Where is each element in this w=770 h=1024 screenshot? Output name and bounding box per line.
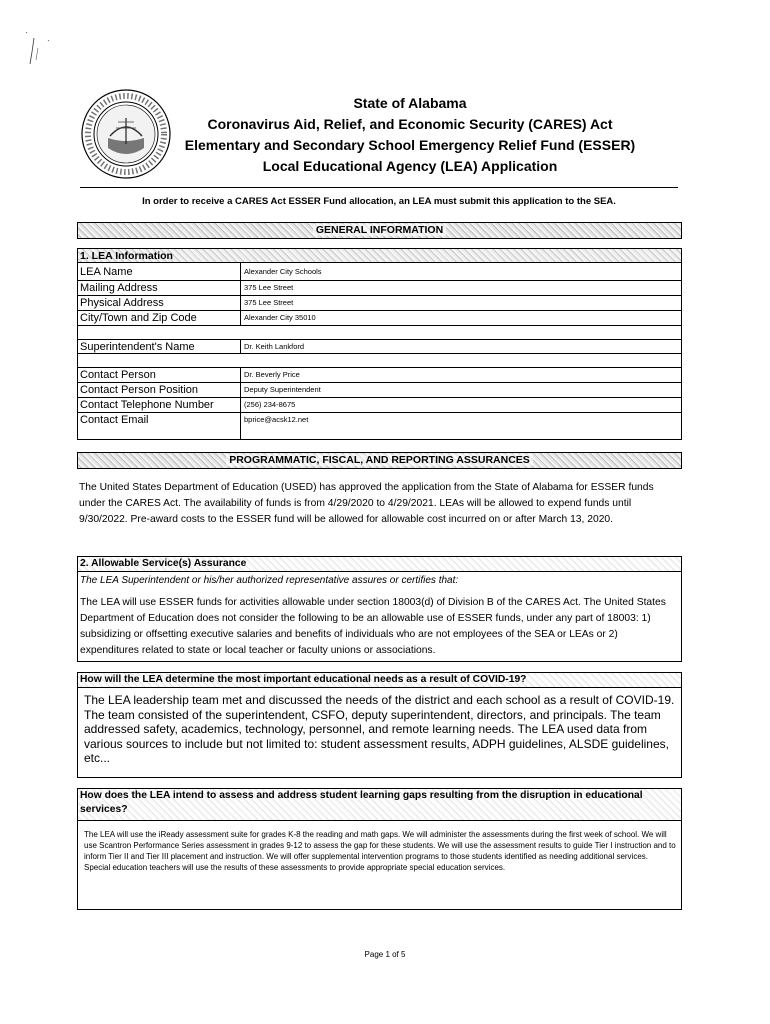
header-application: Local Educational Agency (LEA) Application (262, 158, 558, 174)
intro-statement: In order to receive a CARES Act ESSER Fund allocation, an LEA must submit this application to the SEA. (142, 196, 616, 207)
page-number: Page 1 of 5 (364, 950, 406, 959)
assurances-banner (77, 452, 682, 469)
contact-phone-label: Contact Telephone Number (80, 399, 214, 411)
mailing-address-value[interactable]: 375 Lee Street (244, 283, 294, 292)
contact-position-row (78, 383, 681, 397)
superintendent-label: Superintendent's Name (80, 341, 195, 353)
lea-name-label: LEA Name (80, 266, 133, 278)
physical-address-label: Physical Address (80, 297, 164, 309)
scan-mark (22, 30, 62, 80)
allowable-service-body: The LEA will use ESSER funds for activities allowable under section 18003(d) of Division B of the CARES Act. The United States Department of Education does not consider the following to be an allowable use of ESSER funds, under any part of 18003: 1) subsidizing or offsetting executive salaries and benefits of individuals who are not employees of the SEA or LEAs or 2) expenditures related to state or local teacher or faculty unions or associations. (80, 597, 666, 656)
contact-position-label: Contact Person Position (80, 384, 199, 396)
superintendent-value[interactable]: Dr. Keith Lankford (244, 342, 305, 351)
contact-phone-row (78, 398, 681, 412)
question-gaps-title: How does the LEA intend to assess and address student learning gaps resulting from the disruption in educational services? (78, 789, 681, 821)
lea-name-value[interactable]: Alexander City Schools (244, 267, 322, 276)
contact-phone-value[interactable]: (256) 234-8675 (244, 400, 296, 409)
lea-info-title: 1. LEA Information (78, 249, 681, 263)
city-zip-row (78, 311, 681, 325)
allowable-service-box (77, 556, 682, 662)
mailing-address-label: Mailing Address (80, 282, 158, 294)
physical-address-value[interactable]: 375 Lee Street (244, 298, 294, 307)
header-divider (80, 187, 678, 188)
city-zip-label: City/Town and Zip Code (80, 312, 197, 324)
question-gaps-box (77, 788, 682, 910)
state-seal-icon (80, 88, 172, 180)
question-needs-box (77, 672, 682, 778)
document-header (175, 93, 645, 177)
mailing-address-row (78, 281, 681, 295)
contact-email-row (78, 413, 681, 427)
header-act: Coronavirus Aid, Relief, and Economic Security (CARES) Act (207, 116, 613, 132)
header-state: State of Alabama (353, 95, 467, 111)
general-info-banner-text: GENERAL INFORMATION (313, 224, 446, 236)
allowable-service-title: 2. Allowable Service(s) Assurance (78, 557, 681, 572)
contact-email-value[interactable]: bprice@acsk12.net (244, 415, 309, 424)
contact-position-value[interactable]: Deputy Superintendent (244, 385, 321, 394)
question-gaps-answer[interactable]: The LEA will use the iReady assessment suite for grades K-8 the reading and math gaps. We will administer the assessments during the first week of school. We will use Scantron Performance Series assessment in grades 9-12 to assess the gap for these students. We will use the assessment results to guide Tier I instruction and to inform Tier II and Tier III placement and instruction. We will offer supplemental intervention programs to those students identified as needing additional services. Special education teachers will use the results of these assessments to provide appropriate special education services. (84, 830, 676, 872)
contact-person-row (78, 368, 681, 382)
physical-address-row (78, 296, 681, 310)
header-fund: Elementary and Secondary School Emergency Relief Fund (ESSER) (184, 137, 636, 153)
contact-email-label: Contact Email (80, 414, 149, 426)
superintendent-row (78, 340, 681, 354)
question-needs-answer[interactable]: The LEA leadership team met and discussed the needs of the district and each school as a result of COVID-19. The team consisted of the superintendent, CSFO, deputy superintendent, directors, and principals. The team addressed safety, academics, technology, personnel, and remote learning needs. The LEA used data from various sources to include but not limited to: student assessment results, ADPH guidelines, ALSDE guidelines, etc... (84, 693, 675, 765)
lea-info-table (77, 248, 682, 440)
assurances-banner-text: PROGRAMMATIC, FISCAL, AND REPORTING ASSURANCES (226, 454, 533, 466)
question-needs-title: How will the LEA determine the most important educational needs as a result of COVID-19? (78, 673, 681, 688)
allowable-service-subtitle: The LEA Superintendent or his/her authorized representative assures or certifies that: (80, 575, 459, 586)
contact-person-label: Contact Person (80, 369, 156, 381)
contact-person-value[interactable]: Dr. Beverly Price (244, 370, 300, 379)
city-zip-value[interactable]: Alexander City 35010 (244, 313, 316, 322)
lea-name-row (78, 265, 681, 279)
assurances-paragraph: The United States Department of Education (USED) has approved the application from the State of Alabama for ESSER funds under the CARES Act. The availability of funds is from 4/29/2020 to 4/29/2021. LEAs will be allowed to expend funds until 9/30/2022. Pre-award costs to the ESSER fund will be allowed for allowable cost incurred on or after March 13, 2020. (79, 482, 654, 525)
general-info-banner (77, 222, 682, 239)
